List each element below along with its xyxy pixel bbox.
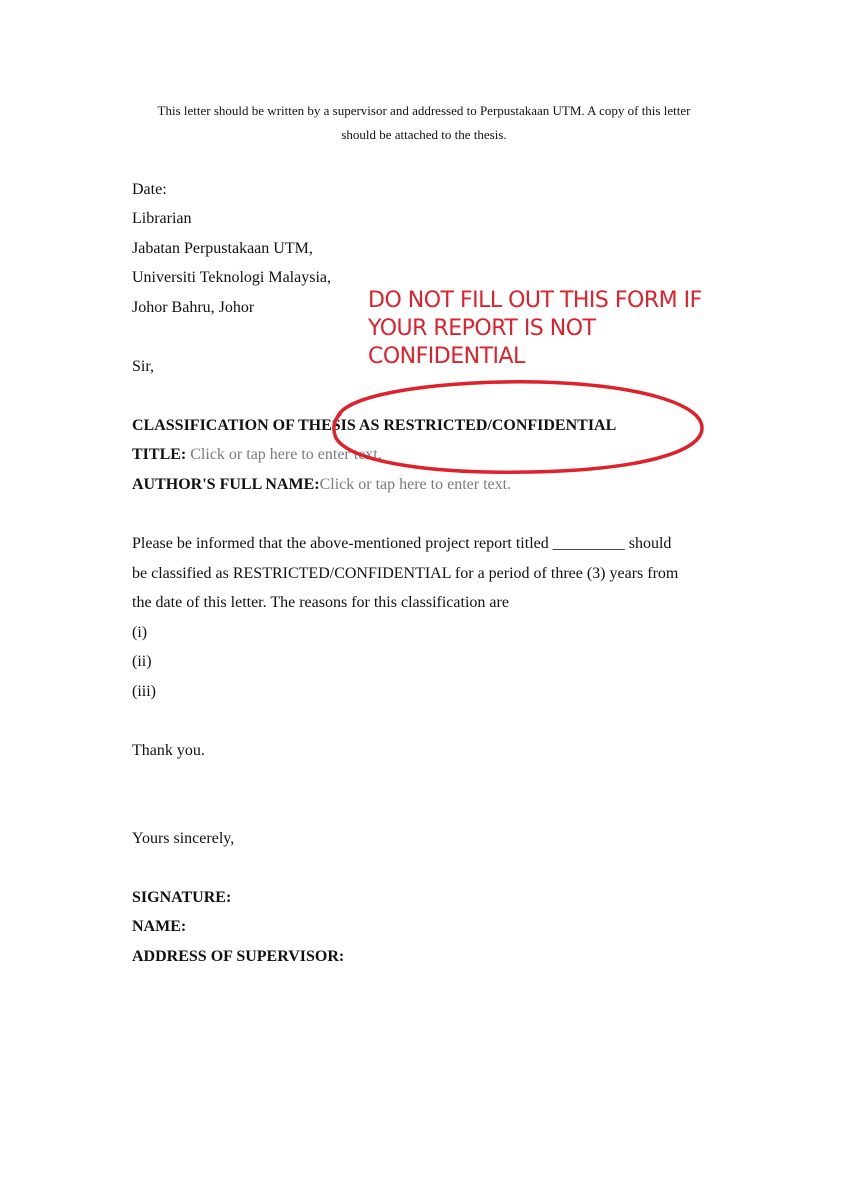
warning-line-1: DO NOT FILL OUT THIS FORM IF — [368, 288, 702, 313]
name-label: NAME: — [132, 918, 187, 935]
signature-label: SIGNATURE: — [132, 889, 232, 906]
author-input-placeholder[interactable]: Click or tap here to enter text. — [319, 476, 512, 493]
date-label: Date: — [132, 181, 167, 198]
supervisor-address-label: ADDRESS OF SUPERVISOR: — [132, 948, 345, 965]
reason-1: (i) — [132, 624, 148, 641]
reason-2: (ii) — [132, 653, 152, 670]
classification-heading: CLASSIFICATION OF THESIS AS RESTRICTED/CONFIDENTIAL — [132, 417, 617, 434]
body-line-2: be classified as RESTRICTED/CONFIDENTIAL for a period of three (3) years from — [132, 565, 679, 582]
reason-3: (iii) — [132, 683, 156, 700]
warning-line-3: CONFIDENTIAL — [368, 344, 525, 369]
instruction-line-1: This letter should be written by a supervisor and addressed to Perpustakaan UTM. A copy of this letter — [157, 103, 691, 118]
body-line-1: Please be informed that the above-mentioned project report titled _________ should — [132, 535, 672, 552]
salutation: Sir, — [132, 358, 155, 375]
title-label: TITLE: — [132, 446, 187, 463]
sign-off: Yours sincerely, — [132, 830, 235, 847]
recipient: Librarian — [132, 210, 192, 227]
warning-line-2: YOUR REPORT IS NOT — [368, 316, 596, 341]
thanks: Thank you. — [132, 742, 205, 759]
title-field — [132, 444, 382, 466]
instruction-note — [100, 99, 748, 147]
department: Jabatan Perpustakaan UTM, — [132, 240, 313, 257]
instruction-line-2: should be attached to the thesis. — [341, 127, 507, 142]
author-field — [132, 474, 511, 496]
university: Universiti Teknologi Malaysia, — [132, 269, 331, 286]
body-line-3: the date of this letter. The reasons for this classification are — [132, 594, 509, 611]
title-input-placeholder[interactable]: Click or tap here to enter text. — [190, 446, 382, 463]
confidential-warning — [368, 287, 748, 371]
city: Johor Bahru, Johor — [132, 299, 255, 316]
author-label: AUTHOR'S FULL NAME: — [132, 476, 320, 493]
